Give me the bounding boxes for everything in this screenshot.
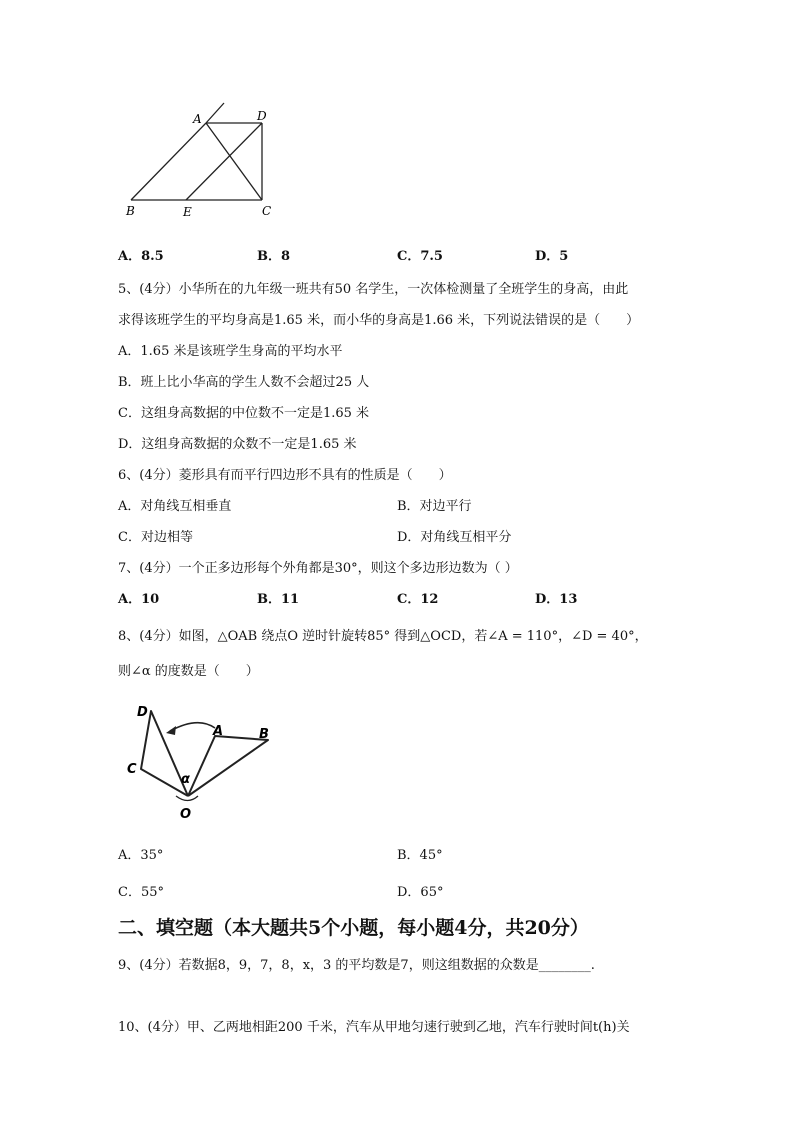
label-a: A bbox=[193, 112, 202, 126]
q8-stem-line1: 8、(4分）如图，△OAB 绕点O 逆时针旋转85° 得到△OCD，若∠A = 110°，∠D = 40°， bbox=[118, 629, 648, 644]
q6-option-c: C．对边相等 bbox=[118, 530, 193, 545]
figure-abcd bbox=[120, 95, 280, 225]
label-d: D bbox=[257, 109, 267, 123]
figure-rotation bbox=[118, 695, 288, 830]
fig2-label-d: D bbox=[137, 705, 148, 720]
q6-option-d: D．对角线互相平分 bbox=[397, 530, 512, 545]
q7-option-c: C．12 bbox=[397, 592, 439, 607]
q5-option-b: B．班上比小华高的学生人数不会超过25 人 bbox=[118, 375, 370, 390]
q8-option-b: B．45° bbox=[397, 848, 443, 863]
label-e: E bbox=[183, 205, 192, 219]
q8-option-d: D．65° bbox=[397, 885, 444, 900]
q8-option-c: C．55° bbox=[118, 885, 164, 900]
q8-option-a: A．35° bbox=[118, 848, 164, 863]
q5-stem-line1: 5、(4分）小华所在的九年级一班共有50 名学生，一次体检测量了全班学生的身高，由此 bbox=[118, 282, 629, 297]
fig2-label-b: B bbox=[259, 727, 269, 742]
q7-option-a: A．10 bbox=[118, 592, 160, 607]
q6-stem: 6、(4分）菱形具有而平行四边形不具有的性质是（ ） bbox=[118, 468, 452, 483]
q9-stem: 9、(4分）若数据8，9，7，8，x，3 的平均数是7，则这组数据的众数是________. bbox=[118, 958, 595, 973]
q5-option-a: A．1.65 米是该班学生身高的平均水平 bbox=[118, 344, 343, 359]
fig2-label-a: A bbox=[213, 724, 224, 739]
q4-option-b: B．8 bbox=[257, 249, 291, 264]
q7-option-b: B．11 bbox=[257, 592, 300, 607]
q6-option-b: B．对边平行 bbox=[397, 499, 472, 514]
q4-option-c: C．7.5 bbox=[397, 249, 443, 264]
q8-stem-line2: 则∠α 的度数是（ ） bbox=[118, 664, 259, 679]
q6-option-a: A．对角线互相垂直 bbox=[118, 499, 232, 514]
label-c: C bbox=[262, 204, 272, 218]
q5-option-c: C．这组身高数据的中位数不一定是1.65 米 bbox=[118, 406, 370, 421]
fig2-label-o: O bbox=[180, 807, 192, 822]
q10-stem: 10、(4分）甲、乙两地相距200 千米，汽车从甲地匀速行驶到乙地，汽车行驶时间t(h)关 bbox=[118, 1020, 630, 1035]
q7-option-d: D．13 bbox=[535, 592, 578, 607]
q4-option-d: D．5 bbox=[535, 249, 569, 264]
q5-stem-line2: 求得该班学生的平均身高是1.65 米，而小华的身高是1.66 米，下列说法错误的是（ ） bbox=[118, 313, 640, 328]
q7-stem: 7、(4分）一个正多边形每个外角都是30°，则这个多边形边数为（ ） bbox=[118, 561, 518, 576]
fig2-label-c: C bbox=[127, 762, 137, 777]
label-b: B bbox=[126, 204, 135, 218]
q4-option-a: A．8.5 bbox=[118, 249, 164, 264]
q5-option-d: D．这组身高数据的众数不一定是1.65 米 bbox=[118, 437, 357, 452]
fig2-label-alpha: α bbox=[181, 772, 190, 787]
section-title: 二、填空题（本大题共5个小题，每小题4分，共20分） bbox=[118, 917, 589, 939]
